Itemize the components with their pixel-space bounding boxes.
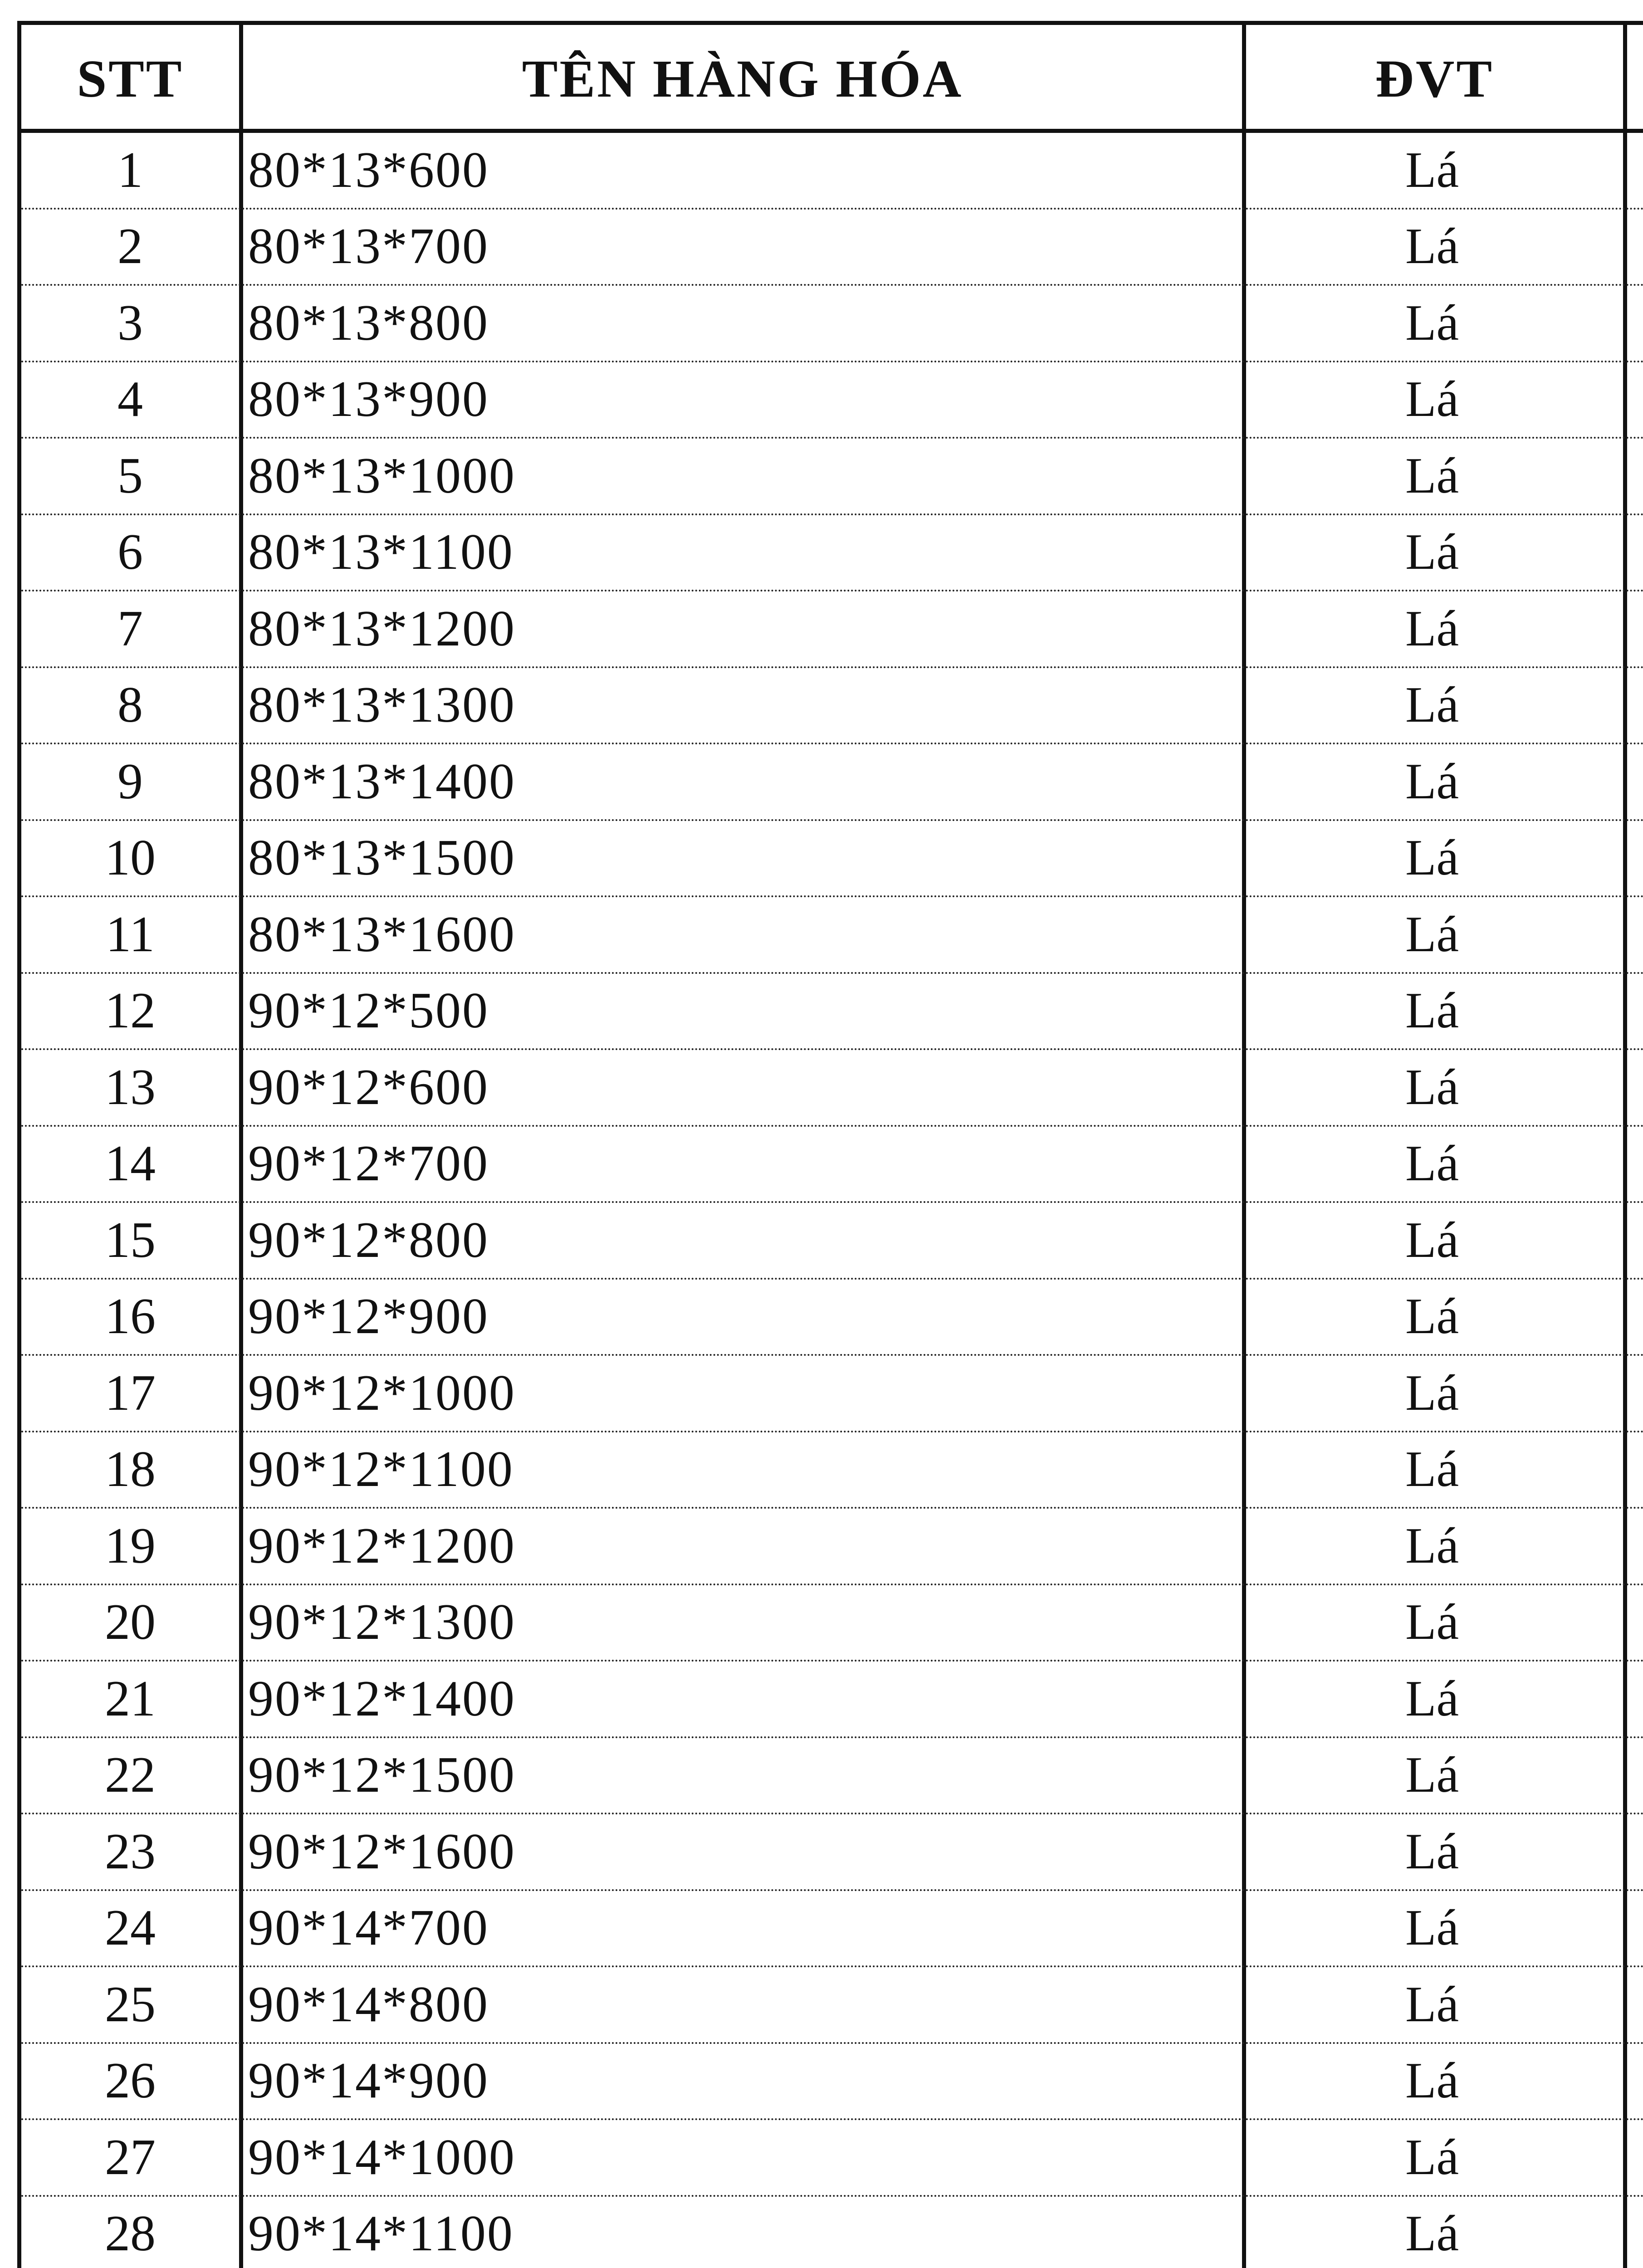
table-body	[21, 133, 1643, 2268]
table-row	[21, 1509, 1643, 1585]
row-unit: Lá	[1405, 1135, 1459, 1192]
row-product-name: 80*13*1100	[248, 524, 514, 581]
row-product-name: 90*12*800	[248, 1212, 489, 1268]
row-unit: Lá	[1405, 1059, 1459, 1115]
row-stt: 7	[117, 600, 143, 657]
table-row	[21, 515, 1643, 592]
row-stt: 23	[105, 1823, 156, 1880]
header-stt: STT	[77, 49, 184, 108]
table-row	[21, 1967, 1643, 2044]
table-row	[21, 1050, 1643, 1127]
row-unit: Lá	[1405, 447, 1459, 504]
row-product-name: 90*12*1000	[248, 1364, 516, 1421]
table-row	[21, 2044, 1643, 2121]
row-product-name: 90*12*1300	[248, 1594, 516, 1651]
table-header-row	[21, 25, 1643, 133]
row-stt: 28	[105, 2205, 156, 2262]
row-stt: 5	[117, 447, 143, 504]
table-row	[21, 897, 1643, 974]
table-row	[21, 1127, 1643, 1203]
table-row	[21, 362, 1643, 439]
row-unit: Lá	[1405, 1517, 1459, 1574]
row-unit: Lá	[1405, 753, 1459, 810]
row-unit: Lá	[1405, 1747, 1459, 1804]
table-row	[21, 821, 1643, 898]
row-unit: Lá	[1405, 1900, 1459, 1956]
row-unit: Lá	[1405, 830, 1459, 886]
product-table	[17, 21, 1643, 2268]
row-product-name: 80*13*900	[248, 371, 489, 428]
table-row	[21, 668, 1643, 745]
table-row	[21, 1738, 1643, 1815]
table-row	[21, 1203, 1643, 1280]
table-row	[21, 439, 1643, 515]
row-product-name: 80*13*700	[248, 218, 489, 275]
row-stt: 4	[117, 371, 143, 428]
row-product-name: 90*12*500	[248, 982, 489, 1039]
row-unit: Lá	[1405, 524, 1459, 581]
row-product-name: 80*13*600	[248, 142, 489, 198]
row-unit: Lá	[1405, 2129, 1459, 2185]
table-row	[21, 1662, 1643, 1738]
row-product-name: 90*12*700	[248, 1135, 489, 1192]
row-stt: 11	[106, 906, 155, 963]
row-stt: 13	[105, 1059, 156, 1115]
row-stt: 27	[105, 2129, 156, 2185]
table-row	[21, 1280, 1643, 1356]
table-row	[21, 591, 1643, 668]
row-unit: Lá	[1405, 1364, 1459, 1421]
table-row	[21, 1432, 1643, 1509]
row-unit: Lá	[1405, 600, 1459, 657]
row-product-name: 90*12*1400	[248, 1670, 516, 1727]
row-product-name: 90*14*1000	[248, 2129, 516, 2185]
row-unit: Lá	[1405, 2205, 1459, 2262]
row-unit: Lá	[1405, 1441, 1459, 1498]
row-product-name: 90*14*1100	[248, 2205, 514, 2262]
row-stt: 6	[117, 524, 143, 581]
row-unit: Lá	[1405, 1670, 1459, 1727]
table-row	[21, 1891, 1643, 1968]
row-unit: Lá	[1405, 1212, 1459, 1268]
row-product-name: 90*12*900	[248, 1288, 489, 1345]
row-stt: 15	[105, 1212, 156, 1268]
row-unit: Lá	[1405, 2053, 1459, 2109]
row-stt: 16	[105, 1288, 156, 1345]
row-product-name: 90*14*900	[248, 2053, 489, 2109]
row-stt: 10	[105, 830, 156, 886]
row-stt: 2	[117, 218, 143, 275]
table-row	[21, 286, 1643, 362]
row-stt: 8	[117, 677, 143, 733]
row-stt: 17	[105, 1364, 156, 1421]
row-unit: Lá	[1405, 218, 1459, 275]
row-product-name: 90*12*1200	[248, 1517, 516, 1574]
row-unit: Lá	[1405, 1823, 1459, 1880]
header-unit: ĐVT	[1375, 49, 1494, 108]
row-unit: Lá	[1405, 1594, 1459, 1651]
row-stt: 18	[105, 1441, 156, 1498]
row-product-name: 90*12*1100	[248, 1441, 514, 1498]
row-unit: Lá	[1405, 677, 1459, 733]
row-unit: Lá	[1405, 906, 1459, 963]
row-product-name: 90*12*1500	[248, 1747, 516, 1804]
table-row	[21, 744, 1643, 821]
row-unit: Lá	[1405, 1976, 1459, 2033]
row-product-name: 80*13*1400	[248, 753, 516, 810]
table-row	[21, 1814, 1643, 1891]
row-stt: 9	[117, 753, 143, 810]
row-product-name: 90*14*800	[248, 1976, 489, 2033]
row-unit: Lá	[1405, 982, 1459, 1039]
row-stt: 22	[105, 1747, 156, 1804]
row-stt: 24	[105, 1900, 156, 1956]
table-row	[21, 210, 1643, 286]
table-row	[21, 1585, 1643, 1662]
row-stt: 12	[105, 982, 156, 1039]
row-product-name: 80*13*1300	[248, 677, 516, 733]
row-unit: Lá	[1405, 1288, 1459, 1345]
row-stt: 1	[117, 142, 143, 198]
row-product-name: 90*12*1600	[248, 1823, 516, 1880]
row-product-name: 80*13*1600	[248, 906, 516, 963]
row-stt: 19	[105, 1517, 156, 1574]
table-row	[21, 1356, 1643, 1432]
row-product-name: 80*13*1500	[248, 830, 516, 886]
header-product-name: TÊN HÀNG HÓA	[522, 49, 963, 108]
row-stt: 14	[105, 1135, 156, 1192]
row-unit: Lá	[1405, 371, 1459, 428]
table-row	[21, 2120, 1643, 2197]
table-row	[21, 974, 1643, 1051]
table-row	[21, 2197, 1643, 2268]
row-stt: 21	[105, 1670, 156, 1727]
row-unit: Lá	[1405, 142, 1459, 198]
row-product-name: 80*13*1000	[248, 447, 516, 504]
row-stt: 3	[117, 294, 143, 351]
row-product-name: 90*12*600	[248, 1059, 489, 1115]
row-product-name: 80*13*800	[248, 294, 489, 351]
row-product-name: 80*13*1200	[248, 600, 516, 657]
row-stt: 26	[105, 2053, 156, 2109]
table-row	[21, 133, 1643, 210]
row-stt: 20	[105, 1594, 156, 1651]
row-stt: 25	[105, 1976, 156, 2033]
row-unit: Lá	[1405, 294, 1459, 351]
row-product-name: 90*14*700	[248, 1900, 489, 1956]
